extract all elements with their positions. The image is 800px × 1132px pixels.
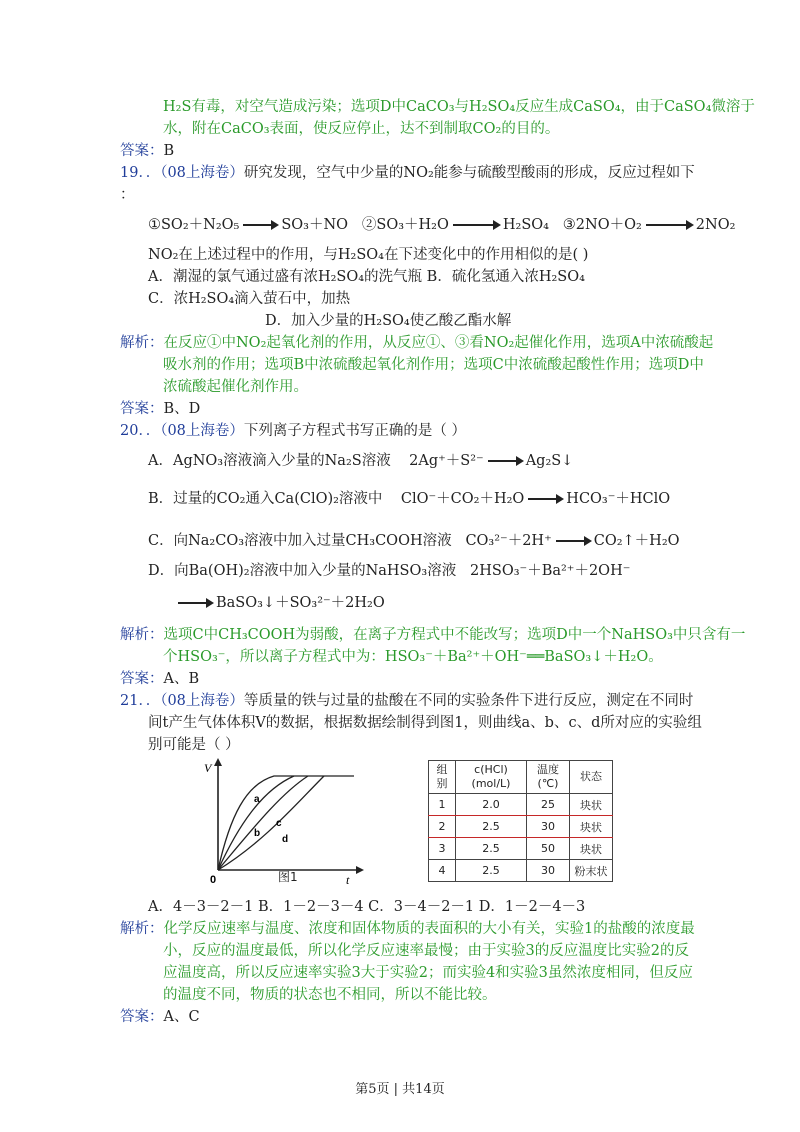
table-cell: 2.5 [456,816,527,838]
q21-analysis-line: 小，反应的温度最低，所以化学反应速率最慢；由于实验3的反应温度比实验2的反 [163,943,689,959]
table-cell: 2.5 [456,838,527,860]
equation-left: 2Ag⁺＋S²⁻ [409,453,484,469]
eq2-left: ②SO₃＋H₂O [361,217,449,233]
q21-answer [120,1006,200,1028]
question-number: 20．． [120,423,161,439]
table-header-cell: 温度 (℃) [527,761,570,794]
x-axis-arrow-icon [356,866,364,874]
table-row [429,816,613,838]
origin-label: 0 [210,874,217,886]
answer-value: A、B [163,671,200,687]
q20-option-c [148,530,680,552]
table-header-cell: c(HCl) (mol/L) [456,761,527,794]
table-cell: 4 [429,860,456,882]
q19-stem [120,162,695,184]
option-text: B．过量的CO₂通入Ca(ClO)₂溶液中 [148,491,383,507]
table-row [429,794,613,816]
q19-question: NO₂在上述过程中的作用，与H₂SO₄在下述变化中的作用相似的是( ) [148,247,589,263]
arrow-icon [528,498,562,500]
analysis-label: 解析： [120,921,164,937]
table-cell: 块状 [570,794,613,816]
page-footer: 第5页 | 共14页 [355,1082,445,1097]
x-axis-label: t [346,873,350,886]
q20-analysis-line: 个HSO₃⁻，所以离子方程式中为：HSO₃⁻＋Ba²⁺＋OH⁻══BaSO₃↓＋H₂O。 [163,649,663,665]
equation-right: BaSO₃↓＋SO₃²⁻＋2H₂O [216,595,385,611]
curve-label-c: c [276,818,282,829]
answer-value: B [163,143,175,159]
option-text: A．AgNO₃溶液滴入少量的Na₂S溶液 [148,453,391,469]
table-cell: 30 [527,860,570,882]
answer-value: B、D [163,401,201,417]
q18-analysis-line: H₂S有毒，对空气造成污染；选项D中CaCO₃与H₂SO₄反应生成CaSO₄，由于CaSO₄微溶于 [163,99,755,115]
q19-option-a-b: A．潮湿的氯气通过盛有浓H₂SO₄的洗气瓶 B．硫化氢通入浓H₂SO₄ [148,269,585,285]
q20-option-a [148,450,573,472]
arrow-icon [243,224,277,226]
question-number: 19．． [120,165,161,181]
equation-left: CO₃²⁻＋2H⁺ [465,533,552,549]
table-row [429,838,613,860]
table-cell: 2 [429,816,456,838]
table-cell: 3 [429,838,456,860]
table-row [429,860,613,882]
arrow-icon [453,224,499,226]
table-cell: 25 [527,794,570,816]
curve-label-b: b [254,828,261,839]
figure-caption: 图1 [278,870,298,884]
q21-stem-line: 别可能是（ ） [148,737,240,753]
q21-stem-line: 间t产生气体体积V的数据，根据数据绘制得到图1，则曲线a、b、c、d所对应的实验组 [148,715,702,731]
equation-left: 2HSO₃⁻＋Ba²⁺＋2OH⁻ [470,563,631,579]
y-axis-arrow-icon [214,758,222,766]
answer-label: 答案： [120,143,164,159]
analysis-label: 解析： [120,335,164,351]
q20-option-d-cont [178,592,385,614]
arrow-icon [556,540,590,542]
table-cell: 2.5 [456,860,527,882]
y-axis-label: V [204,761,212,775]
q19-stem-cont: ： [120,187,135,203]
q19-analysis-line: 浓硫酸起催化剂作用。 [163,379,308,395]
table-cell: 块状 [570,838,613,860]
equation-right: HCO₃⁻＋HClO [566,491,671,507]
answer-label: 答案： [120,401,164,417]
table-header-cell: 组 别 [429,761,456,794]
answer-label: 答案： [120,671,164,687]
table-cell: 50 [527,838,570,860]
q20-stem [120,420,466,442]
experiment-table [428,760,613,882]
eq1-right: SO₃＋NO [281,217,349,233]
q20-answer [120,668,199,690]
curve-label-a: a [254,794,260,805]
table-cell: 2.0 [456,794,527,816]
q20-option-d [148,560,630,582]
q21-analysis [120,918,695,940]
q21-analysis-line: 的温度不同，物质的状态也不相同，所以不能比较。 [163,987,497,1003]
q18-answer [120,140,174,162]
eq3-left: ③2NO＋O₂ [562,217,642,233]
option-text: D．向Ba(OH)₂溶液中加入少量的NaHSO₃溶液 [148,563,457,579]
question-text: 等质量的铁与过量的盐酸在不同的实验条件下进行反应，测定在不同时 [243,693,694,709]
q21-analysis-line: 应温度高，所以反应速率实验3大于实验2；而实验4和实验3虽然浓度相同，但反应 [163,965,693,981]
analysis-text: 选项C中CH₃COOH为弱酸，在离子方程式中不能改写；选项D中一个NaHSO₃中只含有一 [163,627,746,643]
question-text: 研究发现，空气中少量的NO₂能参与硫酸型酸雨的形成，反应过程如下 [243,165,695,181]
equation-right: CO₂↑＋H₂O [593,533,680,549]
eq2-right: H₂SO₄ [502,217,549,233]
analysis-label: 解析： [120,627,164,643]
q19-option-c: C．浓H₂SO₄滴入萤石中，加热 [148,291,351,307]
question-text: 下列离子方程式书写正确的是（ ） [243,423,467,439]
q20-option-b [148,488,670,510]
analysis-text: 化学反应速率与温度、浓度和固体物质的表面积的大小有关，实验1的盐酸的浓度最 [163,921,695,937]
eq3-right: 2NO₂ [695,217,736,233]
arrow-icon [178,602,212,604]
table-cell: 粉末状 [570,860,613,882]
option-text: C．向Na₂CO₃溶液中加入过量CH₃COOH溶液 [148,533,452,549]
table-cell: 30 [527,816,570,838]
curve-label-d: d [282,834,289,845]
eq1-left: ①SO₂＋N₂O₅ [148,217,240,233]
analysis-text: 在反应①中NO₂起氧化剂的作用，从反应①、③看NO₂起催化作用，选项A中浓硫酸起 [163,335,714,351]
question-source: （08上海卷） [160,693,244,709]
arrow-icon [488,460,522,462]
question-source: （08上海卷） [160,165,244,181]
q19-option-d: D．加入少量的H₂SO₄使乙酸乙酯水解 [265,313,512,329]
answer-label: 答案： [120,1009,164,1025]
table-cell: 1 [429,794,456,816]
q18-analysis-line: 水，附在CaCO₃表面，使反应停止，达不到制取CO₂的目的。 [163,121,560,137]
q19-analysis [120,332,713,354]
q19-answer [120,398,200,420]
table-header-cell: 状态 [570,761,613,794]
q21-options: A．4－3－2－1 B．1－2－3－4 C．3－4－2－1 D．1－2－4－3 [148,899,586,915]
question-source: （08上海卷） [160,423,244,439]
question-number: 21．． [120,693,161,709]
answer-value: A、C [163,1009,200,1025]
equation-left: ClO⁻＋CO₂＋H₂O [400,491,525,507]
q19-analysis-line: 吸水剂的作用；选项B中浓硫酸起氧化剂作用；选项C中浓硫酸起酸性作用；选项D中 [163,357,704,373]
q21-stem [120,690,693,712]
table-header-row [429,761,613,794]
equation-right: Ag₂S↓ [525,453,574,469]
q19-equations [148,214,735,236]
table-cell: 块状 [570,816,613,838]
arrow-icon [646,224,692,226]
q20-analysis [120,624,745,646]
